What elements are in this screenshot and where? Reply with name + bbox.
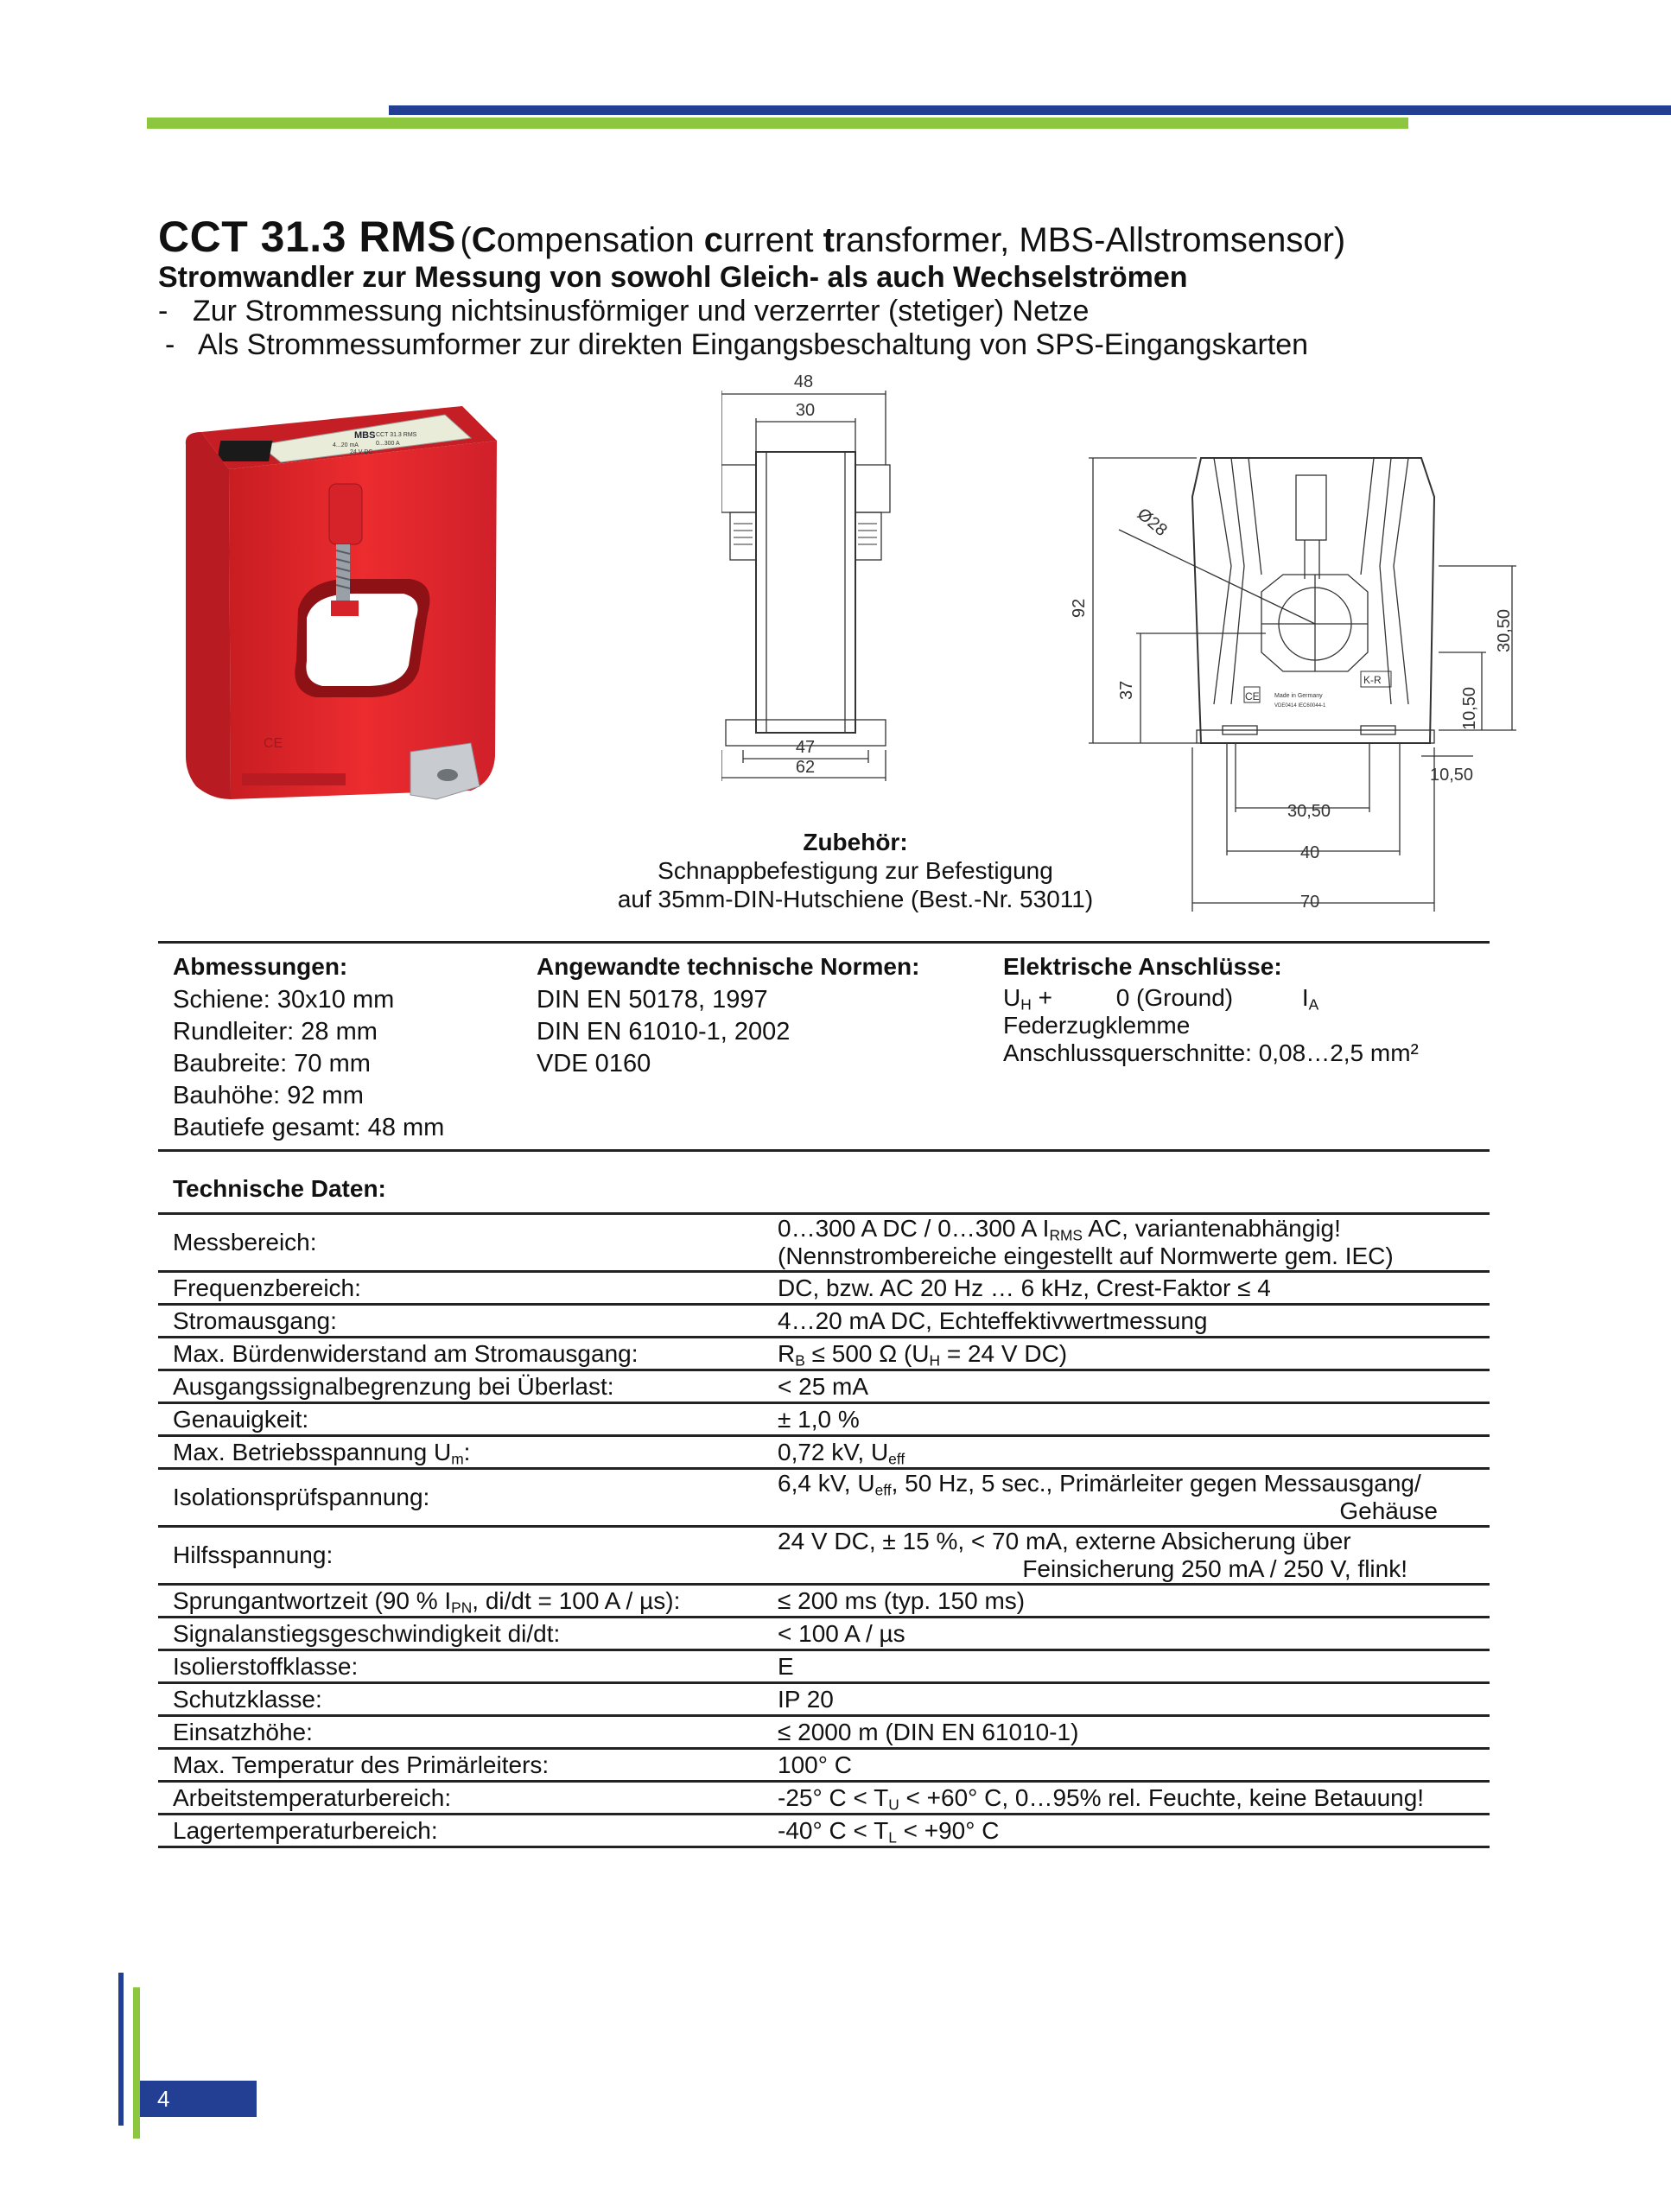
- row-label: Isolationsprüfspannung:: [173, 1484, 430, 1510]
- bullet-item: - Als Strommessumformer zur direkten Eingangsbeschaltung von SPS-Eingangskarten: [165, 328, 1309, 361]
- table-row: [158, 1305, 1490, 1338]
- row-label: Max. Bürdenwiderstand am Stromausgang:: [173, 1339, 639, 1367]
- table-row: [158, 1403, 1490, 1436]
- table-row: [158, 1650, 1490, 1683]
- svg-text:K-R: K-R: [1363, 674, 1382, 686]
- svg-text:30,50: 30,50: [1287, 802, 1331, 821]
- dimension-item: Rundleiter: 28 mm: [173, 1018, 378, 1046]
- electrical-heading: Elektrische Anschlüsse:: [1003, 953, 1282, 980]
- row-value: DC, bzw. AC 20 Hz … 6 kHz, Crest-Faktor ≤ 4: [778, 1274, 1271, 1301]
- product-description: (Compensation current transformer, MBS-Allstromsensor): [460, 221, 1346, 259]
- svg-text:CE: CE: [264, 736, 283, 751]
- dimension-item: Bauhöhe: 92 mm: [173, 1082, 364, 1109]
- svg-text:CCT 31.3 RMS: CCT 31.3 RMS: [376, 432, 417, 438]
- electrical-section: [1003, 950, 1419, 1067]
- row-value: ≤ 200 ms (typ. 150 ms): [778, 1586, 1026, 1614]
- svg-text:4...20 mA: 4...20 mA: [333, 442, 359, 448]
- table-row: [158, 1214, 1490, 1272]
- svg-text:47: 47: [795, 738, 816, 757]
- svg-text:48: 48: [793, 372, 814, 391]
- dimensions-heading: Abmessungen:: [173, 953, 348, 980]
- row-label: Ausgangssignalbegrenzung bei Überlast:: [173, 1372, 614, 1400]
- row-label: Schutzklasse:: [173, 1685, 322, 1713]
- accessory-note: [588, 828, 1123, 913]
- subtitle: Stromwandler zur Messung von sowohl Gleich- als auch Wechselströmen: [158, 261, 1188, 294]
- table-row: [158, 1683, 1490, 1716]
- page-title: [158, 212, 1345, 262]
- svg-text:MBS: MBS: [354, 430, 376, 441]
- dimension-item: Schiene: 30x10 mm: [173, 986, 395, 1014]
- dimension-item: Bautiefe gesamt: 48 mm: [173, 1114, 445, 1141]
- row-value: ± 1,0 %: [778, 1405, 860, 1433]
- table-row: [158, 1370, 1490, 1403]
- row-label: Genauigkeit:: [173, 1405, 309, 1433]
- accessory-line: Schnappbefestigung zur Befestigung: [658, 857, 1053, 884]
- row-value: $R_B \le 500$ Ω ($U_H = 24$ V DC): [778, 1339, 1068, 1369]
- side-view-drawing: [721, 370, 912, 785]
- row-label: Max. Betriebsspannung $U_m$:: [173, 1438, 471, 1467]
- svg-text:40: 40: [1300, 843, 1320, 862]
- divider: [158, 941, 1490, 944]
- row-value: 4…20 mA DC, Echteffektivwertmessung: [778, 1306, 1208, 1334]
- row-label: Isolierstoffklasse:: [173, 1652, 359, 1680]
- svg-text:0...300 A: 0...300 A: [376, 441, 400, 447]
- row-value: < 100 A / µs: [778, 1619, 905, 1647]
- svg-text:CE: CE: [1245, 690, 1260, 702]
- row-value: < 25 mA: [778, 1372, 869, 1400]
- row-value: 100° C: [778, 1751, 852, 1778]
- row-label: Hilfsspannung:: [173, 1541, 334, 1568]
- row-value: IP 20: [778, 1685, 834, 1713]
- front-view-drawing: [1067, 445, 1529, 916]
- row-value: 0,72 kV, $U_{eff}$: [778, 1438, 905, 1467]
- svg-text:10,50: 10,50: [1460, 686, 1479, 730]
- svg-text:24 V DC: 24 V DC: [350, 449, 373, 455]
- norm-item: DIN EN 50178, 1997: [537, 986, 768, 1014]
- divider: [158, 1149, 1490, 1152]
- svg-text:70: 70: [1300, 893, 1320, 912]
- table-row: [158, 1618, 1490, 1650]
- svg-text:Made in Germany: Made in Germany: [1274, 693, 1323, 699]
- row-label: Lagertemperaturbereich:: [173, 1816, 438, 1844]
- product-photo: [177, 393, 523, 812]
- footer-green-bar: [133, 1987, 140, 2139]
- norms-section: [537, 950, 919, 1080]
- accessory-line: auf 35mm-DIN-Hutschiene (Best.-Nr. 53011): [617, 886, 1094, 912]
- row-label: Arbeitstemperaturbereich:: [173, 1783, 452, 1811]
- svg-text:VDE0414 IEC60044-1: VDE0414 IEC60044-1: [1274, 703, 1326, 709]
- row-value: E: [778, 1652, 794, 1680]
- bullet-item: - Zur Strommessung nichtsinusförmiger und verzerrter (stetiger) Netze: [158, 295, 1090, 327]
- header-green-bar: [147, 118, 1408, 129]
- row-value: ≤ 2000 m (DIN EN 61010-1): [778, 1718, 1079, 1745]
- terminal-type: Federzugklemme: [1003, 1012, 1191, 1039]
- norm-item: VDE 0160: [537, 1050, 651, 1077]
- norms-heading: Angewandte technische Normen:: [537, 953, 920, 980]
- table-row: [158, 1782, 1490, 1815]
- row-value: 24 V DC, ± 15 %, < 70 mA, externe Absicherung über Feinsicherung 250 mA / 250 V, flink!: [778, 1528, 1407, 1582]
- svg-text:30,50: 30,50: [1495, 608, 1514, 652]
- footer-blue-bar: [118, 1973, 124, 2126]
- product-name: CCT 31.3 RMS: [158, 213, 456, 261]
- table-row: [158, 1338, 1490, 1370]
- row-value: -25° $C < T_U < +60^\circ$ C, 0…95% rel. Feuchte, keine Betauung!: [778, 1783, 1425, 1813]
- page-number: 4: [140, 2081, 257, 2117]
- row-value: 6,4 kV, $U_{eff}$, 50 Hz, 5 sec., Primärleiter gegen Messausgang/ Gehäuse: [778, 1470, 1438, 1524]
- technical-heading: Technische Daten:: [173, 1175, 386, 1202]
- norm-item: DIN EN 61010-1, 2002: [537, 1018, 791, 1046]
- table-row: [158, 1815, 1490, 1847]
- terminal-row: $U_H + 0$ (Ground) $I_A$: [1003, 984, 1319, 1014]
- technical-data-table: [158, 1212, 1490, 1848]
- table-row: [158, 1749, 1490, 1782]
- row-label: Messbereich:: [173, 1229, 317, 1255]
- header-blue-bar: [389, 105, 1671, 115]
- row-label: Signalanstiegsgeschwindigkeit di/dt:: [173, 1619, 561, 1647]
- svg-text:10,50: 10,50: [1430, 766, 1474, 785]
- row-value: 0…300 A DC / 0…300 A $I_{RMS}$ AC, variantenabhängig! (Nennstrombereiche eingestellt auf Normwerte gem. IEC): [778, 1215, 1394, 1269]
- table-row: [158, 1436, 1490, 1469]
- row-label: Einsatzhöhe:: [173, 1718, 313, 1745]
- accessory-heading: Zubehör:: [803, 829, 908, 855]
- svg-text:30: 30: [795, 401, 816, 420]
- row-label: Frequenzbereich:: [173, 1274, 361, 1301]
- svg-text:37: 37: [1117, 680, 1136, 700]
- dimensions-section: [173, 950, 444, 1144]
- table-row: [158, 1527, 1490, 1585]
- row-value: -40° $C < T_L < +90^\circ$ C: [778, 1816, 1000, 1846]
- row-label: Sprungantwortzeit (90 % $I_{PN}$, di/dt = 100 A / µs):: [173, 1586, 681, 1616]
- row-label: Max. Temperatur des Primärleiters:: [173, 1751, 550, 1778]
- svg-text:Ø28: Ø28: [1133, 504, 1171, 541]
- dimension-item: Baubreite: 70 mm: [173, 1050, 371, 1077]
- table-row: [158, 1469, 1490, 1527]
- svg-text:92: 92: [1070, 598, 1089, 618]
- terminal-cross-section: Anschlussquerschnitte: 0,08…2,5 mm²: [1003, 1039, 1419, 1066]
- row-label: Stromausgang:: [173, 1306, 337, 1334]
- svg-text:62: 62: [795, 758, 816, 777]
- table-row: [158, 1585, 1490, 1618]
- table-row: [158, 1272, 1490, 1305]
- table-row: [158, 1716, 1490, 1749]
